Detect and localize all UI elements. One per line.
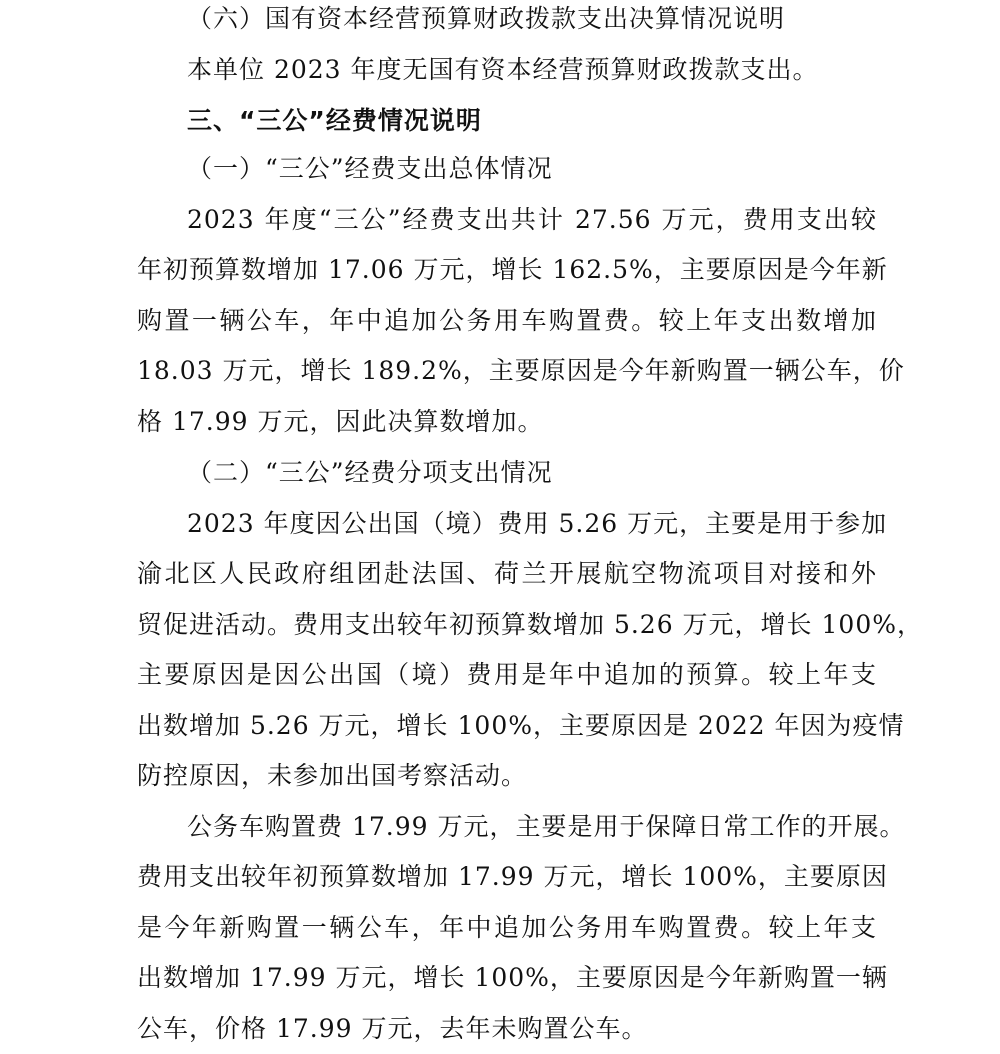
sub-two-p2-line-3: 是今年新购置一辆公车，年中追加公务用车购置费。较上年支 xyxy=(137,913,877,942)
section-six-heading: （六）国有资本经营预算财政拨款支出决算情况说明 xyxy=(187,4,786,33)
sub-one-heading: （一）“三公”经费支出总体情况 xyxy=(187,154,553,183)
sub-two-p1-line-3: 贸促进活动。费用支出较年初预算数增加 5.26 万元，增长 100%， xyxy=(137,610,923,639)
sub-two-p1-line-5: 出数增加 5.26 万元，增长 100%，主要原因是 2022 年因为疫情 xyxy=(137,711,905,740)
sub-two-p2-line-2: 费用支出较年初预算数增加 17.99 万元，增长 100%，主要原因 xyxy=(137,862,888,891)
sub-two-p1-line-1: 2023 年度因公出国（境）费用 5.26 万元，主要是用于参加 xyxy=(187,509,888,538)
sub-two-p2-line-5: 公车，价格 17.99 万元，去年未购置公车。 xyxy=(137,1014,648,1043)
sub-one-line-5: 格 17.99 万元，因此决算数增加。 xyxy=(137,407,544,436)
sub-two-p2-line-4: 出数增加 17.99 万元，增长 100%，主要原因是今年新购置一辆 xyxy=(137,963,888,992)
section-six-body: 本单位 2023 年度无国有资本经营预算财政拨款支出。 xyxy=(187,55,819,84)
sub-two-p1-line-6: 防控原因，未参加出国考察活动。 xyxy=(137,761,528,790)
sub-two-p1-line-4: 主要原因是因公出国（境）费用是年中追加的预算。较上年支 xyxy=(137,660,877,689)
sub-one-line-3: 购置一辆公车，年中追加公务用车购置费。较上年支出数增加 xyxy=(137,306,877,335)
sub-one-line-4: 18.03 万元，增长 189.2%，主要原因是今年新购置一辆公车，价 xyxy=(137,356,905,385)
sub-two-p2-line-1: 公务车购置费 17.99 万元，主要是用于保障日常工作的开展。 xyxy=(187,812,906,841)
section-three-heading: 三、“三公”经费情况说明 xyxy=(187,106,482,135)
sub-two-p1-line-2: 渝北区人民政府组团赴法国、荷兰开展航空物流项目对接和外 xyxy=(137,559,877,588)
sub-one-line-2: 年初预算数增加 17.06 万元，增长 162.5%，主要原因是今年新 xyxy=(137,255,888,284)
sub-two-heading: （二）“三公”经费分项支出情况 xyxy=(187,458,553,487)
sub-one-line-1: 2023 年度“三公”经费支出共计 27.56 万元，费用支出较 xyxy=(187,205,877,234)
